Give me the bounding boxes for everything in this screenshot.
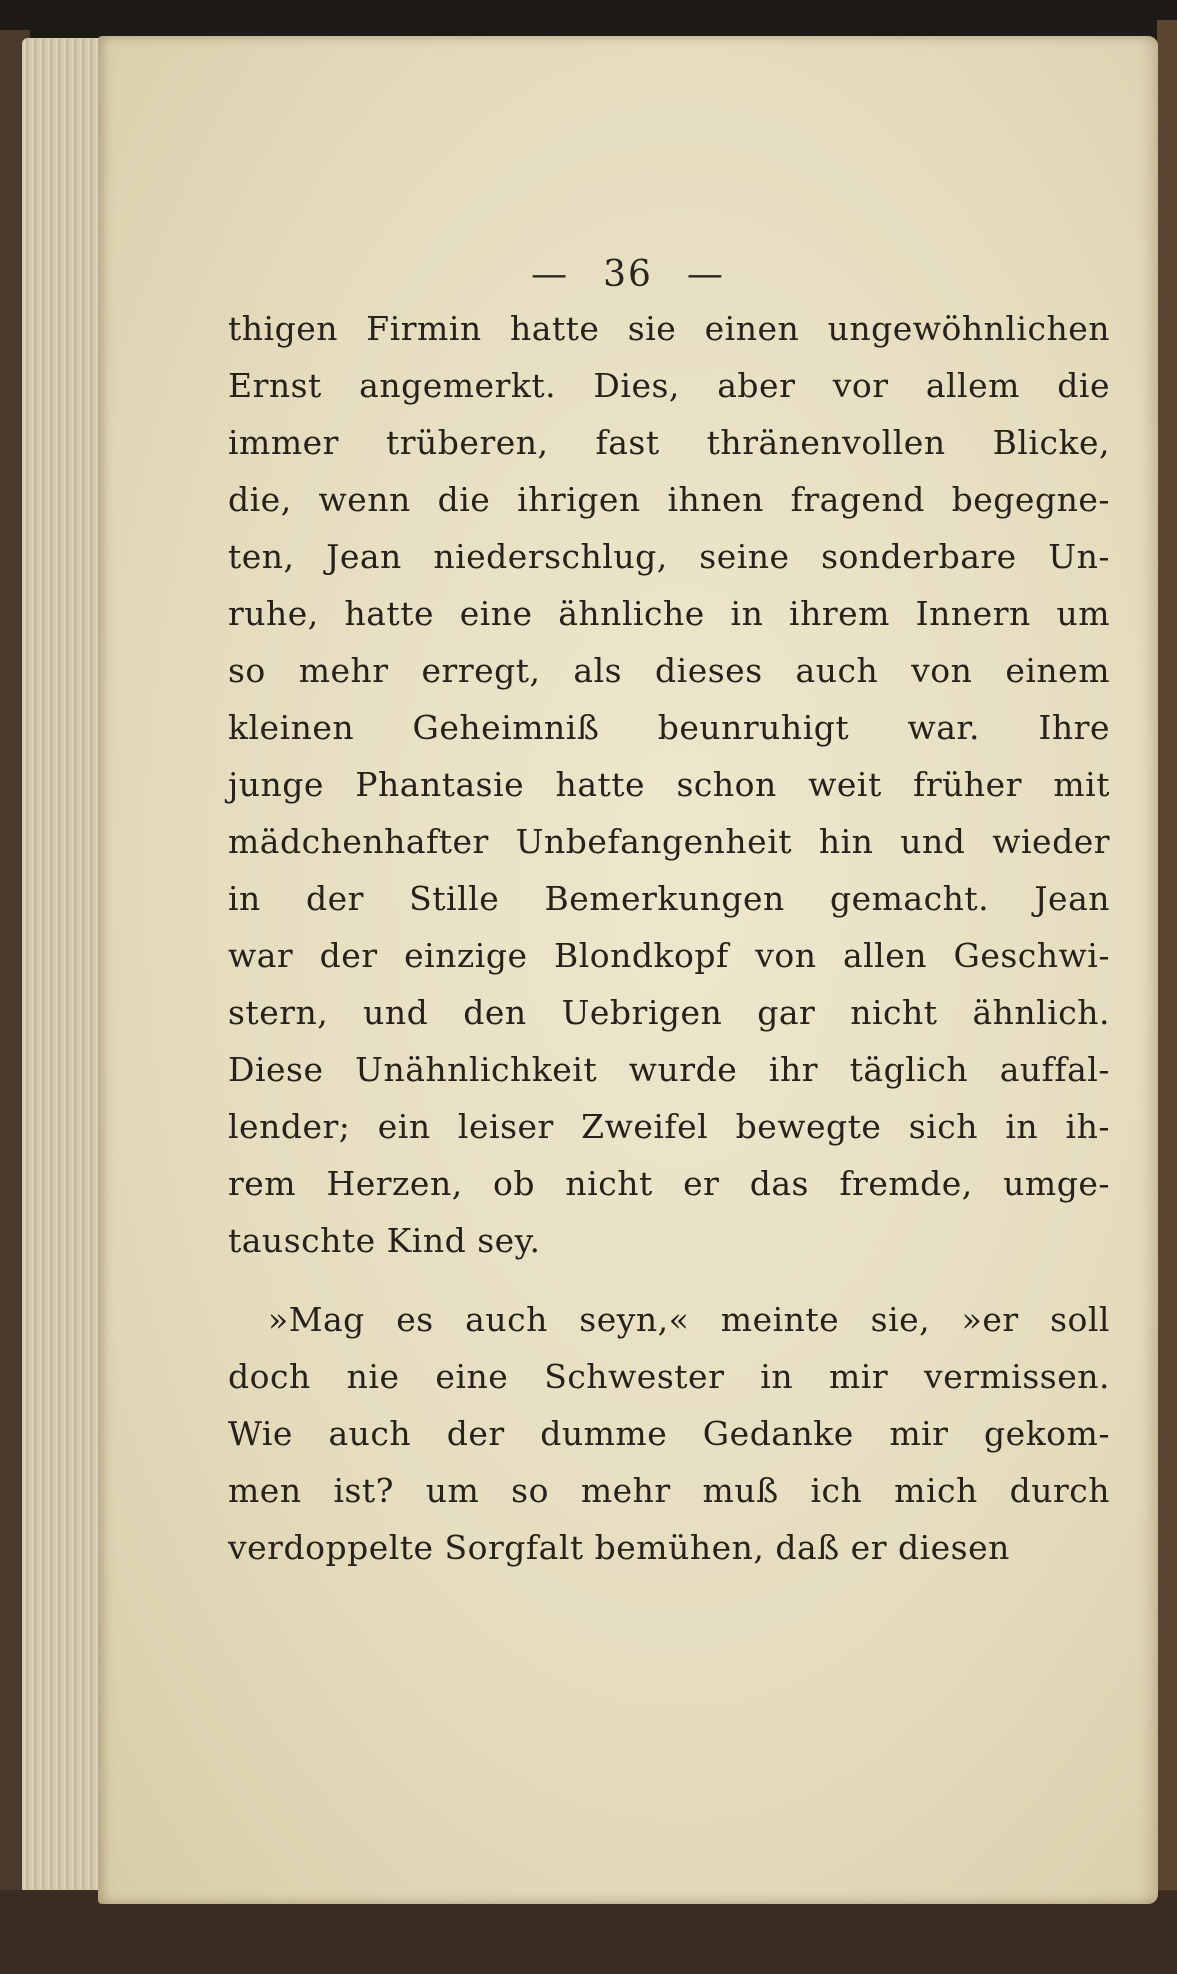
page-number-header: [98, 254, 1158, 295]
text-line: Ernst angemerkt. Dies, aber vor allem die: [228, 366, 1110, 405]
paragraph-gap: [228, 1269, 1110, 1291]
book-cover-right-edge: [1157, 20, 1177, 1920]
text-line: immer trüberen, fast thränenvollen Blicke,: [228, 423, 1110, 462]
text-line: rem Herzen, ob nicht er das fremde, umge-: [228, 1164, 1110, 1203]
text-line: mädchenhafter Unbefangenheit hin und wieder: [228, 822, 1110, 861]
text-line: die, wenn die ihrigen ihnen fragend begegne-: [228, 480, 1110, 519]
page-number: 36: [603, 254, 653, 295]
paragraph-2: [228, 1291, 1110, 1576]
text-line: in der Stille Bemerkungen gemacht. Jean: [228, 879, 1110, 918]
text-line: ten, Jean niederschlug, seine sonderbare Un-: [228, 537, 1110, 576]
text-line: men ist? um so mehr muß ich mich durch: [228, 1471, 1110, 1510]
text-line: so mehr erregt, als dieses auch von einem: [228, 651, 1110, 690]
body-text: [228, 300, 1110, 1576]
text-line: kleinen Geheimniß beunruhigt war. Ihre: [228, 708, 1110, 747]
paragraph-1: [228, 300, 1110, 1269]
text-line: tauschte Kind sey.: [228, 1221, 541, 1260]
text-line: war der einzige Blondkopf von allen Geschwi-: [228, 936, 1110, 975]
text-line: ruhe, hatte eine ähnliche in ihrem Innern um: [228, 594, 1110, 633]
text-line: Diese Unähnlichkeit wurde ihr täglich auffal-: [228, 1050, 1110, 1089]
dash-left: —: [531, 254, 570, 295]
text-line: stern, und den Uebrigen gar nicht ähnlich.: [228, 993, 1110, 1032]
text-line: »Mag es auch seyn,« meinte sie, »er soll: [268, 1300, 1110, 1339]
text-line: doch nie eine Schwester in mir vermissen.: [228, 1357, 1110, 1396]
text-line: Wie auch der dumme Gedanke mir gekom-: [228, 1414, 1110, 1453]
text-line: verdoppelte Sorgfalt bemühen, daß er diesen: [228, 1528, 1010, 1567]
dash-right: —: [686, 254, 725, 295]
text-line: junge Phantasie hatte schon weit früher mit: [228, 765, 1110, 804]
text-line: lender; ein leiser Zweifel bewegte sich in ih-: [228, 1107, 1110, 1146]
text-line: thigen Firmin hatte sie einen ungewöhnlichen: [228, 309, 1110, 348]
